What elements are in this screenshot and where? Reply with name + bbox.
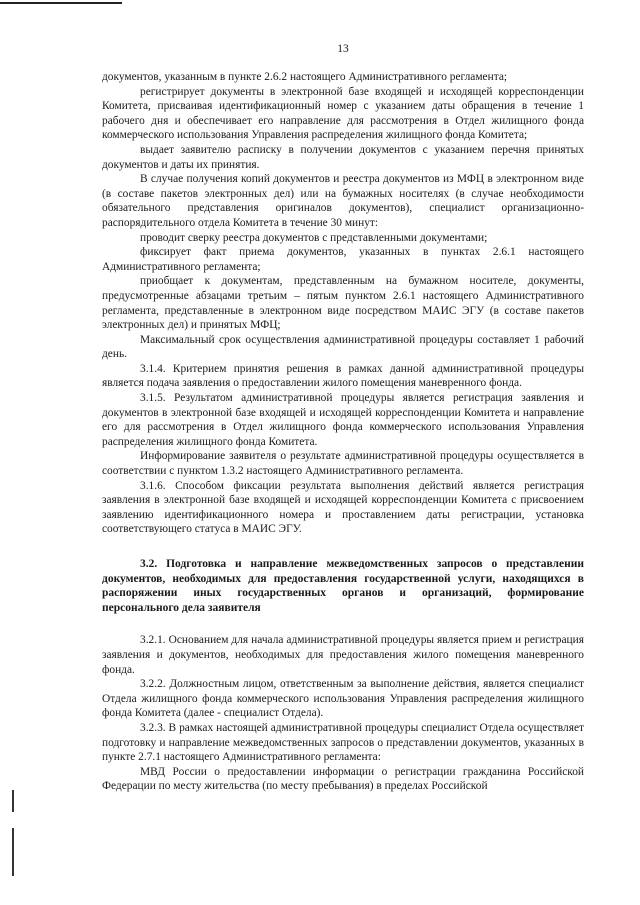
scan-margin-mark <box>12 790 14 812</box>
paragraph: 3.1.6. Способом фиксации результата выполнения действий является регистрация заявления в электронной базе входящей и исходящей корреспонденции Комитета с присвоением заявлению идентификационного номера и проставлением даты регистрации, установка соответствующего статуса в МАИС ЭГУ. <box>102 479 584 536</box>
paragraph: В случае получения копий документов и реестра документов из МФЦ в электронном виде (в составе пакетов электронных дел) или на бумажных носителях (в случае необходимости обязательного представления оригиналов документов), специалист организационно-распорядительного отдела Комитета в течение 30 минут: <box>102 173 584 229</box>
paragraph: регистрирует документы в электронной базе входящей и исходящей корреспонденции Комитета, присваивая идентификационный номер с указанием даты обращения в течение 1 рабочего дня и обеспечивает его направление для рассмотрения в Отдел жилищного фонда коммерческого использования Управления распределения жилищного фонда Комитета; <box>102 85 584 142</box>
body-text-before <box>102 70 584 537</box>
scan-margin-mark <box>12 828 14 876</box>
paragraph: выдает заявителю расписку в получении документов с указанием перечня принятых документов и даты их принятия. <box>102 143 584 171</box>
paragraph: 3.2.2. Должностным лицом, ответственным за выполнение действия, является специалист Отдела жилищного фонда коммерческого использования Управления распределения жилищного фонда Комитета (далее - специалист Отдела). <box>102 678 584 720</box>
paragraph: документов, указанным в пункте 2.6.2 настоящего Административного регламента; <box>102 71 508 83</box>
document-page <box>102 42 584 794</box>
paragraph: Максимальный срок осуществления административной процедуры составляет 1 рабочий день. <box>102 333 584 361</box>
paragraph: фиксирует факт приема документов, указанных в пунктах 2.6.1 настоящего Административного регламента; <box>102 246 584 273</box>
section-heading: 3.2. Подготовка и направление межведомственных запросов о представлении документов, необходимых для предоставления государственной услуги, находящихся в распоряжении иных государственных органов и организаций, формирование персонального дела заявителя <box>102 558 584 614</box>
body-text-after <box>102 633 584 794</box>
scan-edge-line <box>0 2 122 4</box>
paragraph: Информирование заявителя о результате административной процедуры осуществляется в соответствии с пунктом 1.3.2 настоящего Административного регламента. <box>102 450 584 478</box>
paragraph: 3.2.3. В рамках настоящей административной процедуры специалист Отдела осуществляет подготовку и направление межведомственных запросов о представлении документов, указанных в пункте 2.7.1 настоящего Административного регламента: <box>102 721 584 764</box>
paragraph: 3.1.4. Критерием принятия решения в рамках данной административной процедуры является подача заявления о предоставлении жилого помещения маневренного фонда. <box>102 362 584 390</box>
page-number: 13 <box>337 43 349 55</box>
paragraph: 3.1.5. Результатом административной процедуры является регистрация заявления и документов в электронной базе входящей и исходящей корреспонденции Комитета и направление его для рассмотрения в Отдел жилищного фонда коммерческого использования Управления распределения жилищного фонда Комитета. <box>102 392 584 448</box>
paragraph: 3.2.1. Основанием для начала административной процедуры является прием и регистрация заявления и документов, необходимых для предоставления жилого помещения маневренного фонда. <box>102 634 584 676</box>
paragraph: МВД России о предоставлении информации о регистрации гражданина Российской Федерации по месту жительства (по месту пребывания) в пределах Российской <box>102 765 584 793</box>
paragraph: приобщает к документам, представленным на бумажном носителе, документы, предусмотренные абзацами третьим – пятым пунктом 2.6.1 настоящего Административного регламента, представленные в электронном виде посредством МАИС ЭГУ (в составе пакетов электронных дел) и принятых МФЦ; <box>102 275 584 332</box>
paragraph: проводит сверку реестра документов с представленными документами; <box>140 231 488 244</box>
